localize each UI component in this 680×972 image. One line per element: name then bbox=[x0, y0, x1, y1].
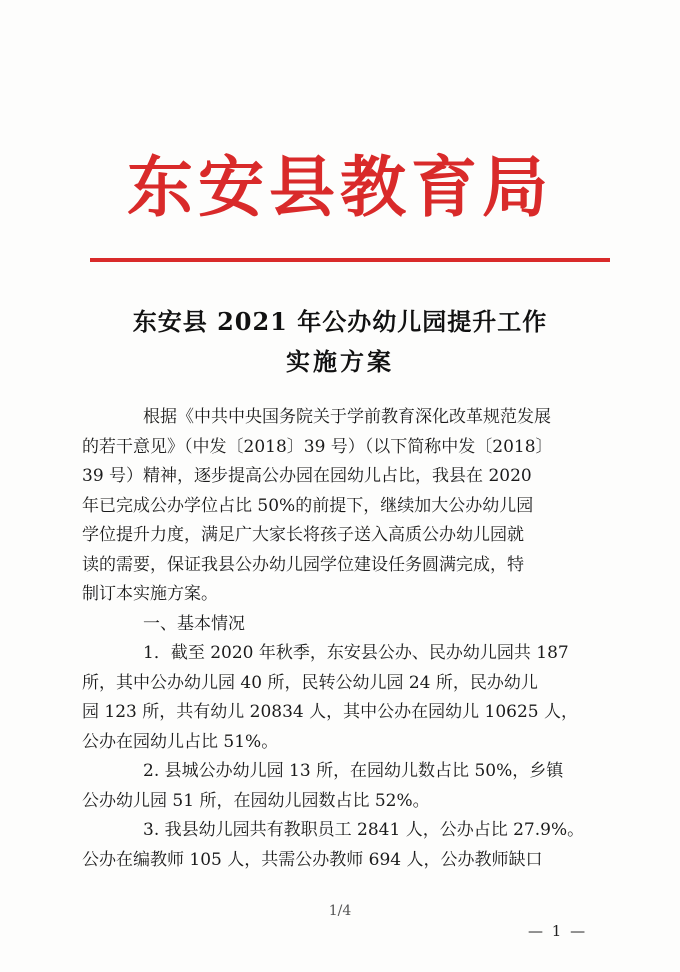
body-line: 年已完成公办学位占比 50%的前提下，继续加大公办幼儿园 bbox=[82, 495, 534, 516]
red-divider-rule bbox=[90, 258, 610, 262]
document-title-line-1: 东安县 2021 年公办幼儿园提升工作 bbox=[132, 307, 548, 336]
section-heading: 一、基本情况 bbox=[109, 613, 245, 634]
body-line: 公办在编教师 105 人，共需公办教师 694 人，公办教师缺口 bbox=[82, 849, 543, 870]
body-line: 公办在园幼儿占比 51%。 bbox=[82, 731, 279, 752]
body-line: 读的需要，保证我县公办幼儿园学位建设任务圆满完成，特 bbox=[82, 554, 524, 575]
issuer-header: 东安县教育局 bbox=[127, 148, 553, 226]
body-line: 39 号）精神，逐步提高公办园在园幼儿占比，我县在 2020 bbox=[82, 466, 532, 486]
body-line: 2. 县城公办幼儿园 13 所，在园幼儿数占比 50%，乡镇 bbox=[109, 761, 564, 781]
body-line: 公办幼儿园 51 所，在园幼儿园数占比 52%。 bbox=[82, 790, 430, 811]
body-line: 所，其中公办幼儿园 40 所，民转公幼儿园 24 所，民办幼儿 bbox=[82, 672, 538, 693]
body-line: 园 123 所，共有幼儿 20834 人，其中公办在园幼儿 10625 人， bbox=[82, 702, 579, 722]
document-body bbox=[82, 403, 585, 875]
body-line: 学位提升力度，满足广大家长将孩子送入高质公办幼儿园就 bbox=[82, 525, 524, 545]
body-line: 根据《中共中央国务院关于学前教育深化改革规范发展 bbox=[109, 407, 551, 427]
body-line: 制订本实施方案。 bbox=[82, 584, 218, 604]
page-number: — 1 — bbox=[528, 922, 588, 940]
body-line: 的若干意见》（中发〔2018〕39 号）（以下简称中发〔2018〕 bbox=[82, 436, 553, 457]
page-counter: 1/4 bbox=[328, 903, 352, 919]
document-title-line-2: 实施方案 bbox=[286, 347, 394, 376]
body-line: 1．截至 2020 年秋季，东安县公办、民办幼儿园共 187 bbox=[109, 643, 569, 663]
body-line: 3. 我县幼儿园共有教职员工 2841 人，公办占比 27.9%。 bbox=[109, 820, 585, 840]
